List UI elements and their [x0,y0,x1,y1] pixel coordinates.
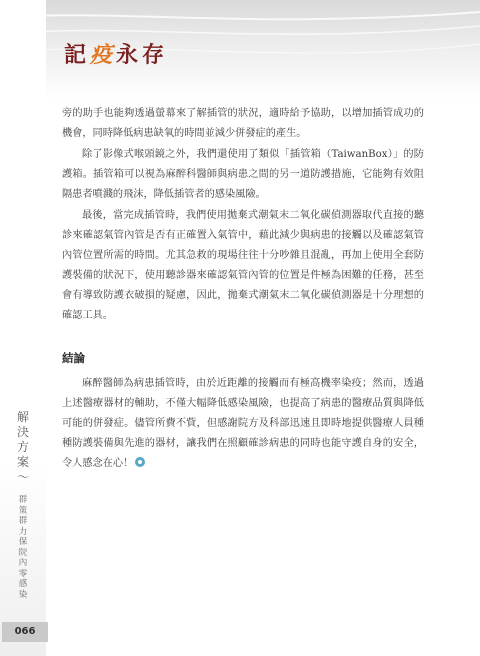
end-mark-icon [135,457,145,467]
conclusion-heading: 結論 [62,351,85,365]
title-accent: 疫 [90,42,117,68]
article-body [62,104,424,475]
title-part-2: 永存 [116,42,169,68]
paragraph-2: 除了影像式喉頭鏡之外，我們還使用了類似「插管箱（TaiwanBox）」的防護箱。插管箱可以視為麻醉科醫師與病患之間的另一道防護措施，它能夠有效阻隔患者噴濺的飛沫，降低插管者的感染風險。 [62,149,424,200]
conclusion-text: 麻醉醫師為病患插管時，由於近距離的接觸而有極高機率染疫；然而，透過上述醫療器材的輔助，不僅大幅降低感染風險，也提高了病患的醫療品質與降低可能的併發症。儘管所費不貲，但感謝院方及科部迅速且即時地提供醫療人員種種防護裝備與先進的器材，讓我們在照顧確診病患的同時也能守護自身的安全，令人感念在心！ [62,378,424,469]
paragraph-3: 最後，當完成插管時，我們使用拋棄式潮氣末二氧化碳偵測器取代直接的聽診來確認氣管內管是否有正確置入氣管中，藉此減少與病患的接觸以及確認氣管內管位置所需的時間。尤其急救的現場往往十分吵雜且混亂，再加上使用全套防護裝備的狀況下，使用聽診器來確認氣管內管的位置是件極為困難的任務，甚至會有導致防護衣破損的疑慮，因此，拋棄式潮氣末二氧化碳偵測器是十分理想的確認工具。 [62,210,424,321]
side-chapter-sublabel: 群策群力保院內零感染 [18,495,28,600]
title-part-1: 記 [64,42,91,68]
side-chapter-label: 解決方案～ [16,410,29,484]
conclusion-paragraph [62,374,424,474]
paragraph-1: 旁的助手也能夠透過螢幕來了解插管的狀況，適時給予協助，以增加插管成功的機會，同時降低病患缺氧的時間並減少併發症的產生。 [62,108,424,139]
page-number: 066 [2,622,48,642]
section-title [64,38,168,69]
